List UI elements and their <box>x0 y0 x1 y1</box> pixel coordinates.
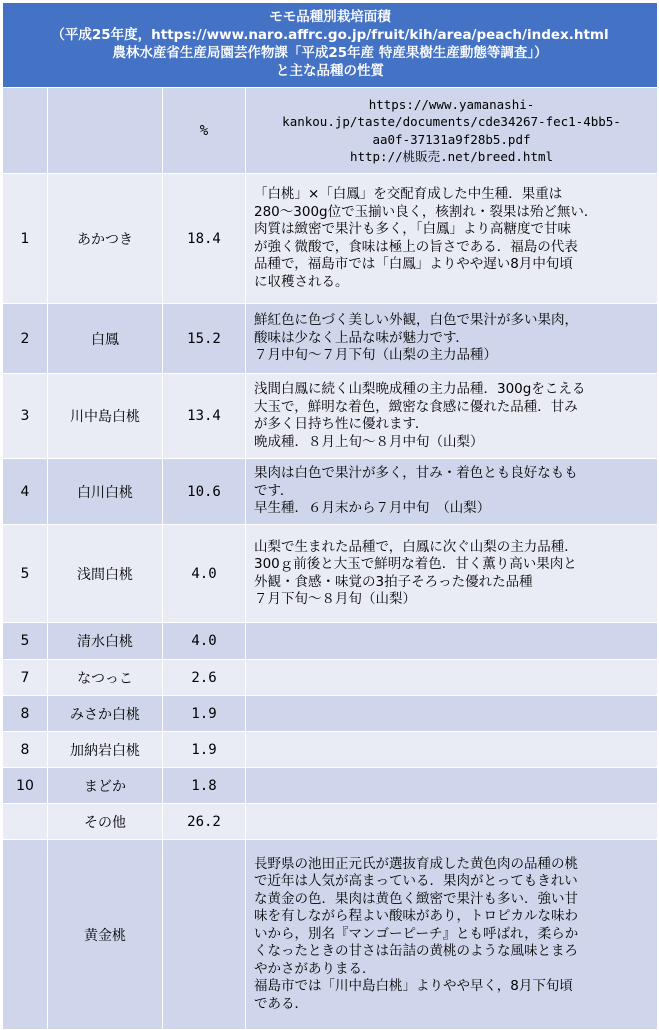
title-line-1: モモ品種別栽培面積 <box>269 9 391 25</box>
name-column-header <box>48 88 163 174</box>
description-line: 酸味は少なく上品な味が魅力です． <box>254 329 469 346</box>
description-line: いから，別名『マンゴーピーチ』とも呼ばれ，柔らか <box>254 925 579 942</box>
description-cell <box>246 696 658 732</box>
table-row <box>3 804 658 840</box>
table-row <box>3 174 658 304</box>
description-cell <box>246 174 658 304</box>
rank-cell: 5 <box>3 525 48 623</box>
area-percent-cell: 13.4 <box>163 374 246 459</box>
rank-cell <box>3 840 48 1030</box>
description-line: 品種で，福島市では「白鳳」よりやや遅い8月中旬頃 <box>254 256 573 272</box>
description-line: 280～300g位で玉揃い良く，核割れ・裂果は殆ど無い． <box>254 203 598 220</box>
column-header-row <box>3 88 658 174</box>
variety-name-cell: 清水白桃 <box>48 623 163 660</box>
description-line: な黄金の色．果肉は黄色く緻密で果汁も多い．強い甘 <box>254 890 578 907</box>
area-percent-cell: 1.8 <box>163 768 246 804</box>
table-row <box>3 660 658 696</box>
area-percent-cell: 4.0 <box>163 525 246 623</box>
description-cell <box>246 459 658 525</box>
variety-name-cell: 加納岩白桃 <box>48 732 163 768</box>
table-header-row <box>3 3 658 88</box>
source-url-line: https://www.yamanashi- <box>368 96 535 112</box>
title-line-3: 農林水産省生産局園芸作物課「平成25年産 特産果樹生産動態等調査」） <box>112 45 548 61</box>
description-line: 大玉で，鮮明な着色，緻密な食感に優れた品種．甘み <box>254 398 578 415</box>
description-line: ７月下旬～８月旬（山梨） <box>254 591 416 607</box>
description-line: 「白桃」×「白鳳」を交配育成した中生種．果重は <box>254 186 563 202</box>
area-percent-cell: 4.0 <box>163 623 246 660</box>
rank-cell: 5 <box>3 623 48 660</box>
variety-name-cell: みさか白桃 <box>48 696 163 732</box>
title-line-4: と主な品種の性質 <box>276 63 384 79</box>
description-line: 山梨で生まれた品種で，白鳳に次ぐ山梨の主力品種． <box>254 538 578 555</box>
table-row <box>3 525 658 623</box>
rank-cell: 7 <box>3 660 48 696</box>
table-row <box>3 459 658 525</box>
rank-cell: 1 <box>3 174 48 304</box>
rank-cell <box>3 804 48 840</box>
description-cell <box>246 840 658 1030</box>
table-row <box>3 732 658 768</box>
table-row <box>3 768 658 804</box>
percent-column-header: % <box>163 88 246 174</box>
description-line: くなったときの甘さは缶詰の黄桃のような風味とまろ <box>254 943 578 960</box>
area-percent-cell: 10.6 <box>163 459 246 525</box>
source-column-header <box>246 88 658 174</box>
area-percent-cell: 15.2 <box>163 304 246 374</box>
rank-cell: 4 <box>3 459 48 525</box>
description-line: やかさがありまる． <box>254 960 376 977</box>
description-line: である． <box>254 995 308 1012</box>
rank-cell: 8 <box>3 696 48 732</box>
description-cell <box>246 804 658 840</box>
description-cell <box>246 660 658 696</box>
rank-cell: 3 <box>3 374 48 459</box>
table-row <box>3 623 658 660</box>
description-line: 果肉は白色で果汁が多く，甘み・着色とも良好なもも <box>254 465 578 482</box>
description-cell <box>246 374 658 459</box>
description-line: 長野県の池田正元氏が選抜育成した黄色肉の品種の桃 <box>254 855 578 872</box>
area-percent-cell: 1.9 <box>163 696 246 732</box>
description-line: 外観・食感・味覚の3拍子そろった優れた品種 <box>254 573 533 590</box>
table-row <box>3 696 658 732</box>
description-line: で近年は人気が高まっている．果肉がとってもきれい <box>254 873 578 890</box>
variety-name-cell: 白川白桃 <box>48 459 163 525</box>
variety-name-cell: 川中島白桃 <box>48 374 163 459</box>
variety-name-cell: 白鳳 <box>48 304 163 374</box>
description-line: 晩成種．８月上旬～８月中旬（山梨） <box>254 433 484 450</box>
description-cell <box>246 623 658 660</box>
description-cell <box>246 768 658 804</box>
description-line: 福島市では「川中島白桃」よりやや早く，8月下旬頃 <box>254 978 573 995</box>
description-cell <box>246 732 658 768</box>
title-line-2: （平成25年度，https://www.naro.affrc.go.jp/fruit/kih/area/peach/index.html <box>51 27 609 43</box>
variety-name-cell: あかつき <box>48 174 163 304</box>
source-url-line: http://桃販売.net/breed.html <box>349 149 554 164</box>
variety-name-cell: なつっこ <box>48 660 163 696</box>
description-line: 肉質は緻密で果汁も多く，「白鳳」より高糖度で甘味 <box>254 221 571 237</box>
description-line: です． <box>254 482 294 499</box>
description-line: 早生種．６月末から７月中旬 （山梨） <box>254 500 491 517</box>
area-percent-cell <box>163 840 246 1030</box>
description-line: 浅間白鳳に続く山梨晩成種の主力品種．300gをこえる <box>254 381 586 397</box>
description-line: 味を有しながら程よい酸味があり，トロピカルな味わ <box>254 908 578 925</box>
variety-name-cell: その他 <box>48 804 163 840</box>
description-cell <box>246 304 658 374</box>
area-percent-cell: 18.4 <box>163 174 246 304</box>
table-row <box>3 374 658 459</box>
description-line: に収穫される。 <box>254 273 349 290</box>
description-line: が多く日持ち性に優れます． <box>254 416 429 432</box>
rank-cell: 2 <box>3 304 48 374</box>
variety-name-cell: 黄金桃 <box>48 840 163 1030</box>
area-percent-cell: 1.9 <box>163 732 246 768</box>
source-url-line: kankou.jp/taste/documents/cde34267-fec1-4bb5- <box>282 114 621 129</box>
rank-cell: 10 <box>3 768 48 804</box>
rank-column-header <box>3 88 48 174</box>
variety-table-container <box>2 2 657 1030</box>
table-row <box>3 840 658 1030</box>
description-line: 300ｇ前後と大玉で鮮明な着色．甘く薫り高い果肉と <box>254 556 577 572</box>
table-row <box>3 304 658 374</box>
table-title <box>3 3 658 88</box>
rank-cell: 8 <box>3 732 48 768</box>
peach-variety-table <box>2 2 658 1030</box>
description-line: ７月中旬～７月下旬（山梨の主力品種） <box>254 347 497 364</box>
description-cell <box>246 525 658 623</box>
description-line: 鮮紅色に色づく美しい外観，白色で果汁が多い果肉， <box>254 312 578 329</box>
description-line: が強く微酸で，食味は極上の旨さである．福島の代表 <box>254 238 578 255</box>
source-url-line: aa0f-37131a9f28b5.pdf <box>372 131 531 147</box>
area-percent-cell: 2.6 <box>163 660 246 696</box>
variety-name-cell: 浅間白桃 <box>48 525 163 623</box>
area-percent-cell: 26.2 <box>163 804 246 840</box>
variety-name-cell: まどか <box>48 768 163 804</box>
